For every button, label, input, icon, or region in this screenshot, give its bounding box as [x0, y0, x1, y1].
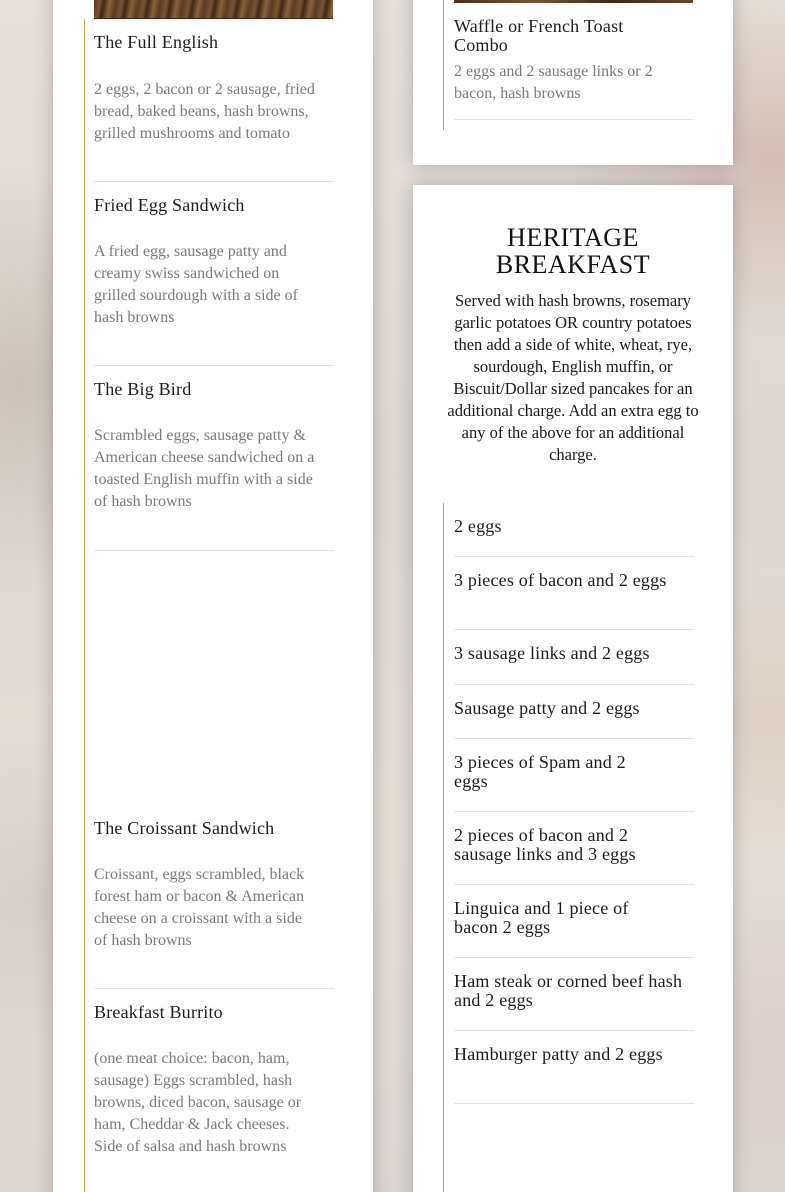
divider — [94, 365, 334, 366]
divider — [454, 684, 694, 685]
divider — [454, 811, 694, 812]
divider — [454, 1030, 694, 1031]
divider — [454, 629, 694, 630]
food-photo — [454, 0, 693, 3]
food-photo — [94, 0, 333, 19]
heritage-item: Linguica and 1 piece of bacon 2 eggs — [454, 898, 629, 937]
divider — [94, 181, 334, 182]
heritage-item: 2 pieces of bacon and 2 sausage links and 3 eggs — [454, 825, 636, 864]
menu-item-title: The Full English — [94, 32, 219, 52]
divider — [454, 957, 694, 958]
menu-item-description: Scrambled eggs, sausage patty & American cheese sandwiched on a toasted English muffin with a side of hash browns — [94, 427, 315, 510]
divider — [454, 119, 693, 120]
divider — [94, 988, 334, 989]
menu-item-description: 2 eggs, 2 bacon or 2 sausage, fried bread, baked beans, hash browns, grilled mushrooms and tomato — [94, 81, 315, 142]
menu-item-description: A fried egg, sausage patty and creamy swiss sandwiched on grilled sourdough with a side of hash browns — [94, 243, 298, 326]
menu-item-fried-egg-sandwich — [94, 196, 334, 329]
menu-item-description: (one meat choice: bacon, ham, sausage) Eggs scrambled, hash browns, diced bacon, sausage or ham, Cheddar & Jack cheeses. Side of salsa and hash browns — [94, 1050, 302, 1155]
divider — [454, 738, 694, 739]
menu-item-waffle-combo — [454, 17, 689, 105]
menu-item-title: Breakfast Burrito — [94, 1002, 223, 1022]
menu-item-title: The Big Bird — [94, 379, 192, 399]
accent-line — [443, 0, 444, 130]
heritage-item: Sausage patty and 2 eggs — [454, 698, 640, 718]
section-title: HERITAGE BREAKFAST — [495, 223, 651, 279]
menu-item-title: The Croissant Sandwich — [94, 818, 275, 838]
accent-line — [84, 19, 85, 1192]
divider — [454, 556, 694, 557]
menu-item-croissant-sandwich — [94, 819, 334, 952]
menu-item-big-bird — [94, 380, 334, 513]
heritage-item: Ham steak or corned beef hash and 2 eggs — [454, 971, 683, 1010]
heritage-item: 2 eggs — [454, 516, 502, 536]
divider — [454, 884, 694, 885]
heritage-item: 3 sausage links and 2 eggs — [454, 643, 650, 663]
divider — [454, 1103, 694, 1104]
section-description: Served with hash browns, rosemary garlic potatoes OR country potatoes then add a side of white, wheat, rye, sourdough, English muffin, or Biscuit/Dollar sized pancakes for an additional charge. Add an extra egg to any of the above for an additional charge. — [447, 291, 699, 464]
heritage-item: 3 pieces of bacon and 2 eggs — [454, 570, 667, 590]
menu-item-breakfast-burrito — [94, 1003, 334, 1158]
menu-item-description: 2 eggs and 2 sausage links or 2 bacon, hash browns — [454, 63, 653, 102]
accent-line — [443, 503, 444, 1192]
menu-item-title: Fried Egg Sandwich — [94, 195, 245, 215]
divider — [94, 550, 334, 551]
heritage-item: 3 pieces of Spam and 2 eggs — [454, 752, 626, 791]
menu-item-full-english — [94, 33, 334, 145]
heritage-item: Hamburger patty and 2 eggs — [454, 1044, 663, 1064]
menu-item-description: Croissant, eggs scrambled, black forest ham or bacon & American cheese on a croissant with a side of hash browns — [94, 866, 305, 949]
menu-item-title: Waffle or French Toast Combo — [454, 16, 624, 55]
